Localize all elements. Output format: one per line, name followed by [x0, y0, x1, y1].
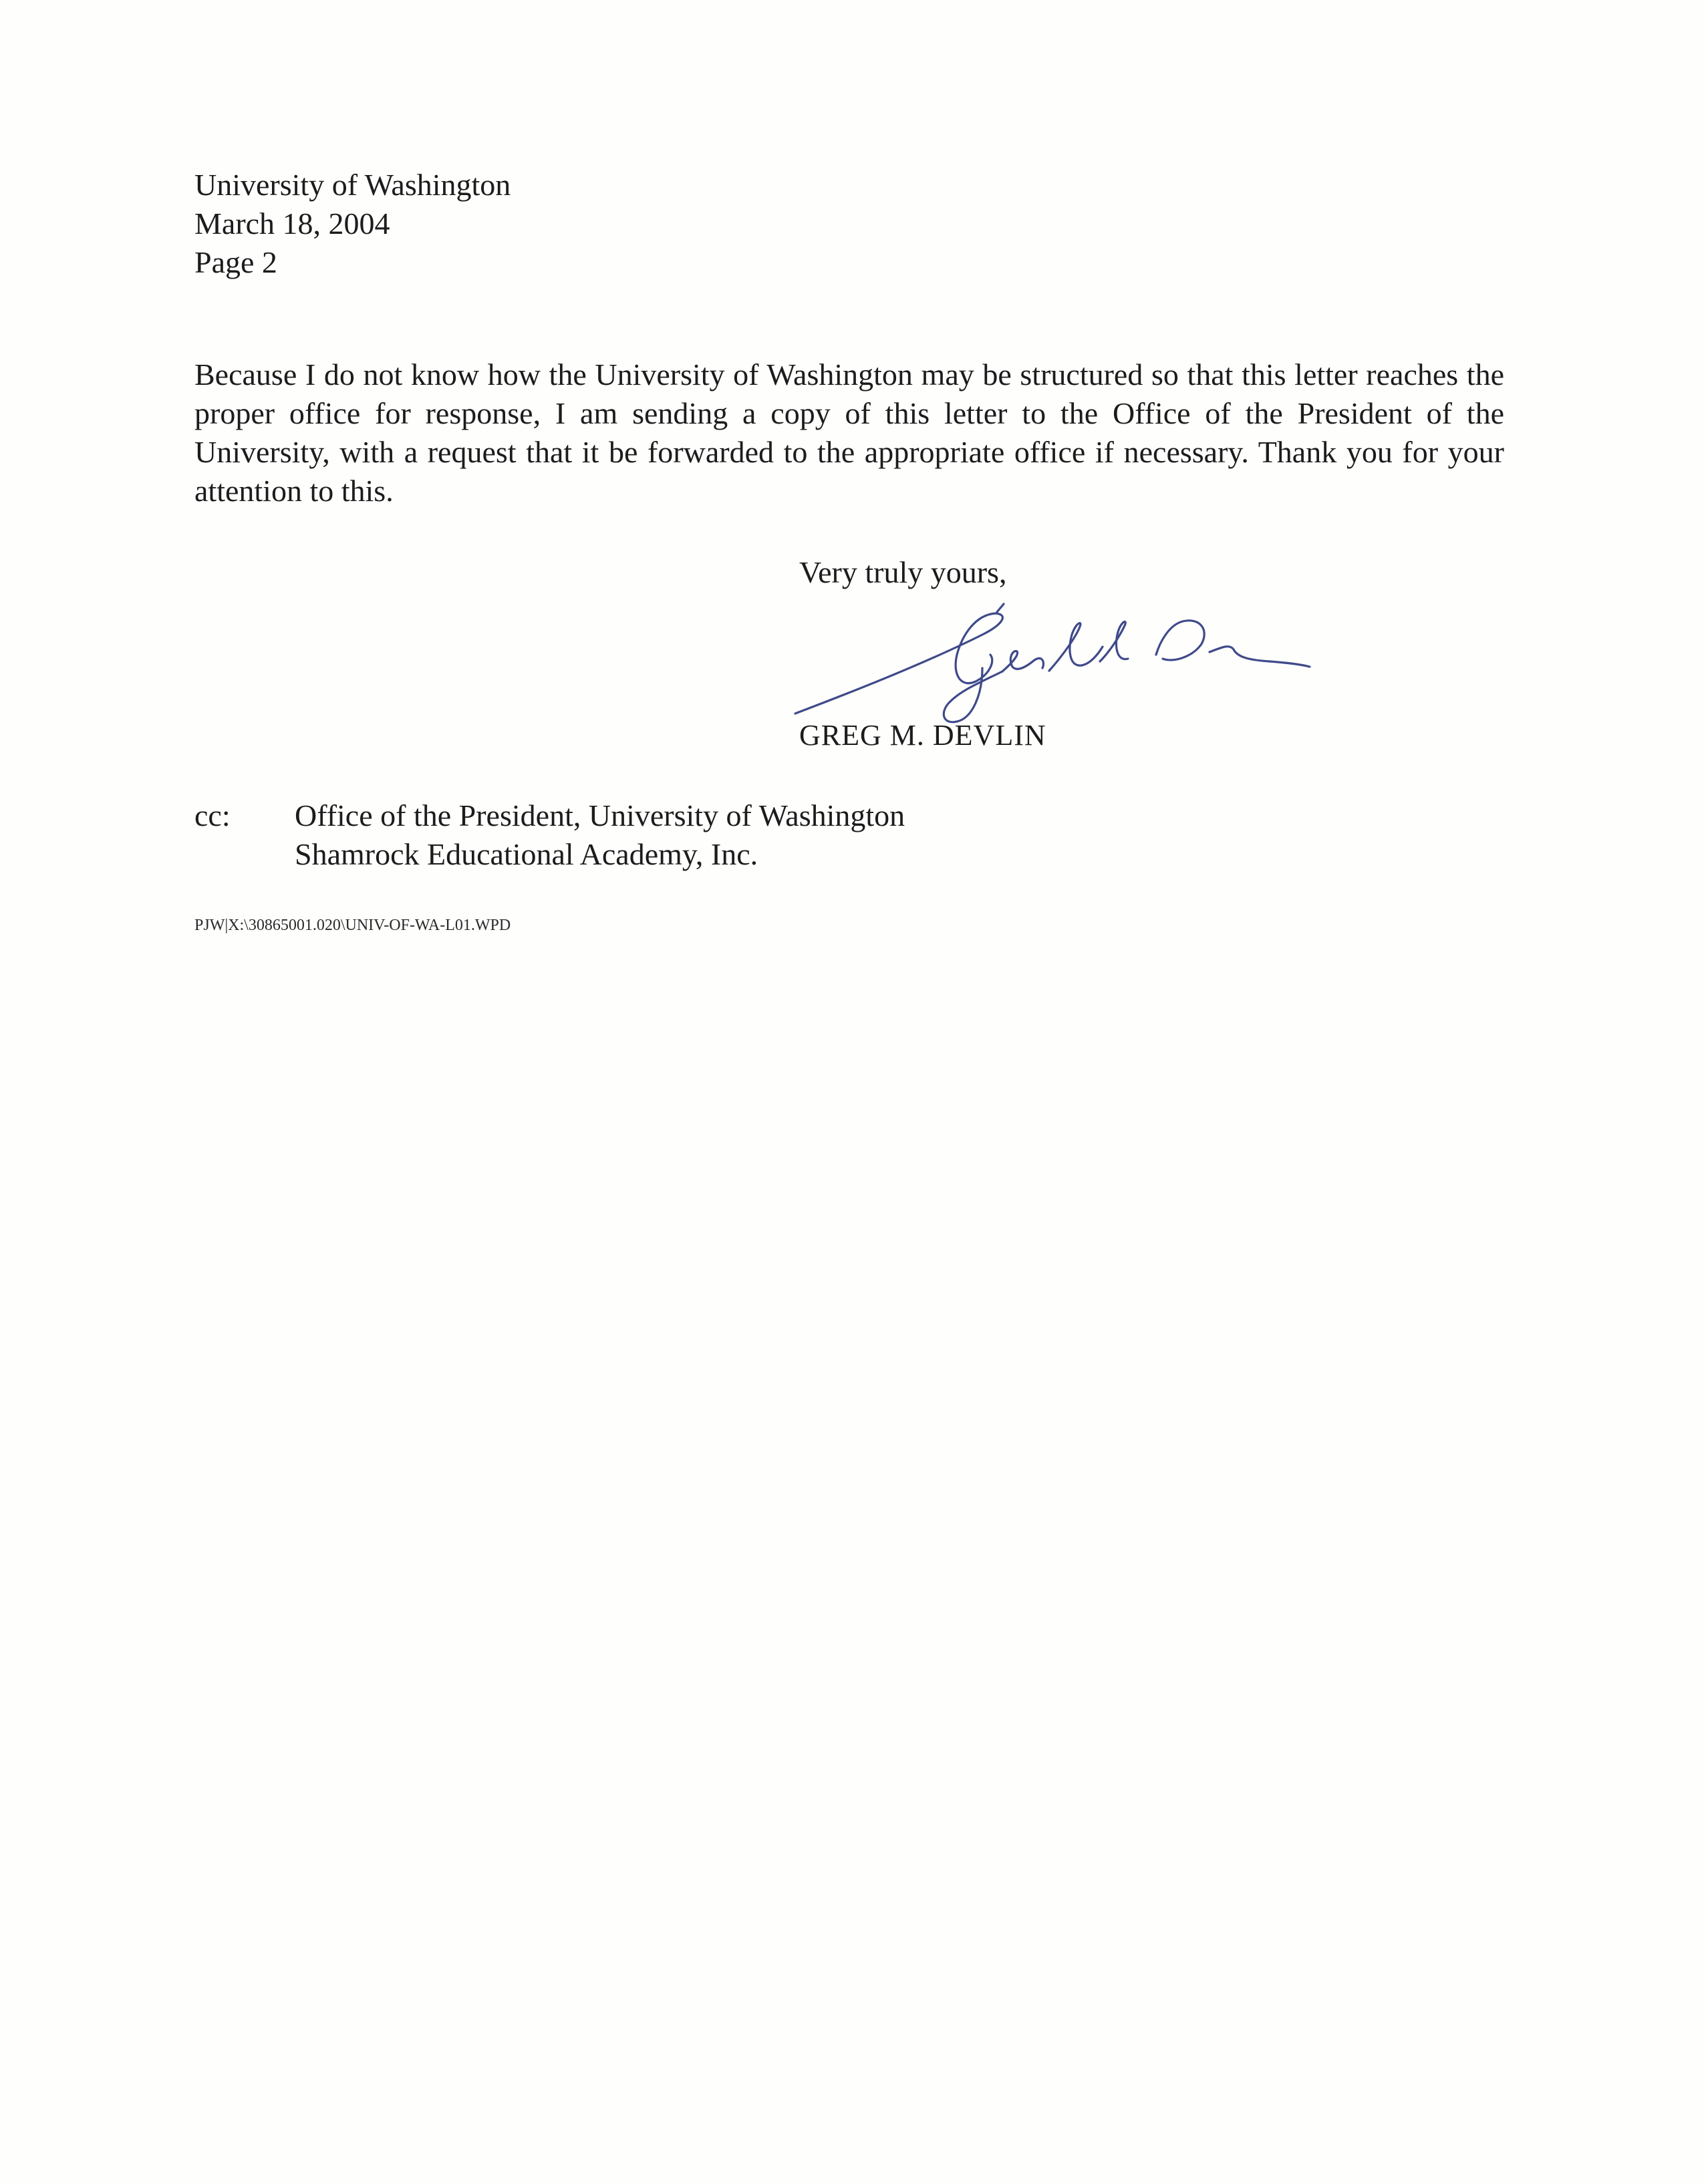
cc-label: cc: — [194, 798, 231, 832]
handwritten-signature — [782, 588, 1316, 735]
cc-recipient: Shamrock Educational Academy, Inc. — [295, 837, 758, 871]
body-paragraph: Because I do not know how the University of Washington may be structured so that this letter reaches the proper office for response, I am sending a copy of this letter to the Office of the President of the University, with a request that it be forwarded to the appropriate office if necessary. Thank you for your attention to this. — [194, 357, 1504, 508]
recipient-name: University of Washington — [194, 168, 511, 202]
cc-recipient: Office of the President, University of Washington — [295, 798, 905, 832]
signer-name: GREG M. DEVLIN — [799, 719, 1046, 752]
cc-recipient-list — [295, 796, 905, 874]
valediction: Very truly yours, — [799, 555, 1007, 589]
letter-header — [194, 166, 511, 282]
file-reference: PJW|X:\30865001.020\UNIV-OF-WA-L01.WPD — [194, 917, 511, 934]
page-number: Page 2 — [194, 245, 277, 279]
letter-date: March 18, 2004 — [194, 206, 390, 241]
